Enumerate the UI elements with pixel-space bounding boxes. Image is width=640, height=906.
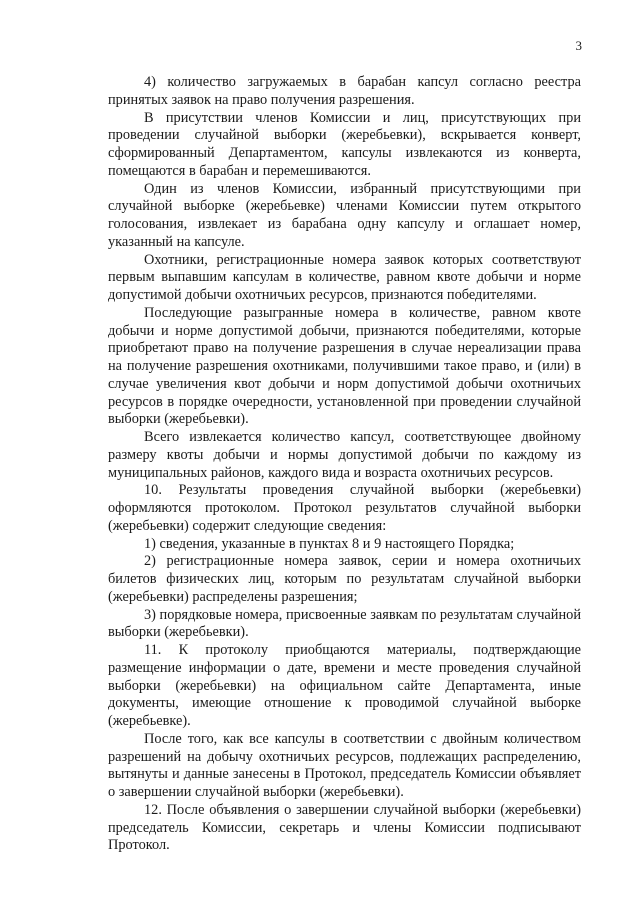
paragraph: В присутствии членов Комиссии и лиц, присутствующих при проведении случайной выборки (жеребьевки), вскрывается конверт, сформированный Департаментом, капсулы извлекаются из конверта, помещаются в барабан и перемешиваются.: [108, 109, 581, 179]
paragraph: 10. Результаты проведения случайной выборки (жеребьевки) оформляются протоколом. Протокол результатов случайной выборки (жеребьевки) содержит следующие сведения:: [108, 482, 581, 534]
paragraph: Охотники, регистрационные номера заявок которых соответствуют первым выпавшим капсулам в количестве, равном квоте добычи и норме допустимой добычи охотничьих ресурсов, признаются победителями.: [108, 251, 581, 303]
paragraph: 3) порядковые номера, присвоенные заявкам по результатам случайной выборки (жеребьевки).: [108, 606, 581, 641]
paragraph: Один из членов Комиссии, избранный присутствующими при случайной выборке (жеребьевке) членами Комиссии путем открытого голосования, извлекает из барабана одну капсулу и оглашает номер, указанный на капсуле.: [108, 180, 581, 250]
document-body: [108, 74, 581, 855]
paragraph: 4) количество загружаемых в барабан капсул согласно реестра принятых заявок на право получения разрешения.: [108, 74, 581, 108]
page-number: 3: [575, 38, 582, 53]
paragraph: 2) регистрационные номера заявок, серии и номера охотничьих билетов физических лиц, которым по результатам случайной выборки (жеребьевки) распределены разрешения;: [108, 553, 581, 605]
paragraph: Всего извлекается количество капсул, соответствующее двойному размеру квоты добычи и нормы допустимой добычи по каждому из муниципальных районов, каждого вида и возраста охотничьих ресурсов.: [108, 429, 581, 481]
paragraph: 12. После объявления о завершении случайной выборки (жеребьевки) председатель Комиссии, секретарь и члены Комиссии подписывают Протокол.: [108, 801, 581, 854]
paragraph: После того, как все капсулы в соответствии с двойным количеством разрешений на добычу охотничьих ресурсов, подлежащих распределению, вытянуты и данные занесены в Протокол, председатель Комиссии объявляет о завершении случайной выборки (жеребьевки).: [108, 730, 581, 800]
paragraph: Последующие разыгранные номера в количестве, равном квоте добычи и норме допустимой добычи, признаются победителями, которые приобретают право на получение разрешения в случае нереализации права на получение разрешения охотниками, получившими такое право, и (или) в случае увеличения квот добычи и норм допустимой добычи охотничьих ресурсов в порядке очередности, установленной при проведении случайной выборки (жеребьевки).: [108, 304, 581, 428]
paragraph: 11. К протоколу приобщаются материалы, подтверждающие размещение информации о дате, времени и месте проведения случайной выборки (жеребьевки) на официальном сайте Департамента, иные документы, имеющие отношение к проводимой случайной выборке (жеребьевке).: [108, 642, 581, 729]
paragraph: 1) сведения, указанные в пунктах 8 и 9 настоящего Порядка;: [144, 535, 515, 552]
